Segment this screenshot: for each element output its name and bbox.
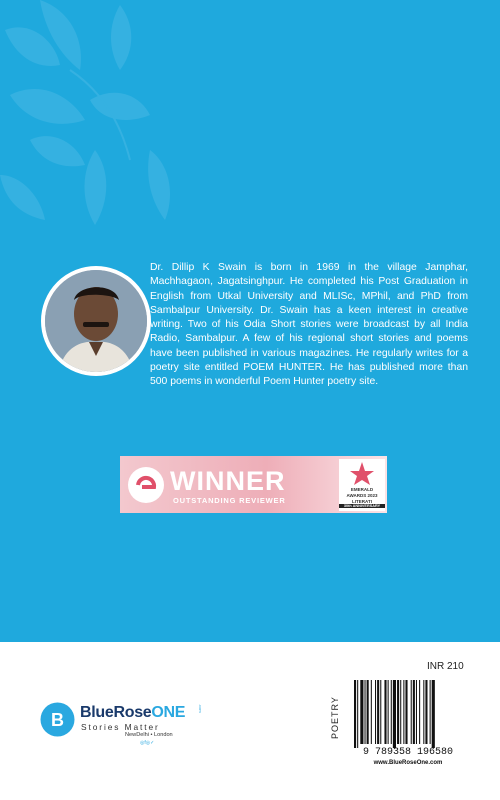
publisher-name: BlueRoseONE bbox=[80, 704, 186, 721]
publisher-domain: .com bbox=[198, 704, 203, 713]
e-logo-icon bbox=[127, 466, 165, 504]
publisher-website: www.BlueRoseOne.com bbox=[373, 760, 443, 766]
publisher-tagline: Stories Matter bbox=[81, 722, 160, 732]
award-subtitle: OUTSTANDING REVIEWER bbox=[173, 496, 286, 505]
award-title: WINNER bbox=[170, 466, 286, 496]
price-label: INR 210 bbox=[427, 661, 464, 672]
award-banner bbox=[120, 456, 387, 513]
badge-line-1: EMERALD bbox=[350, 487, 374, 492]
badge-line-2: AWARDS 2023 bbox=[346, 493, 378, 498]
leaf-branch-decoration bbox=[0, 0, 200, 250]
star-icon bbox=[349, 461, 375, 487]
bluerose-logo-icon bbox=[40, 702, 75, 737]
genre-label: POETRY bbox=[330, 696, 340, 740]
social-icons: ◎f◎✓ bbox=[140, 740, 155, 746]
svg-text:B: B bbox=[51, 710, 64, 730]
badge-line-3: LITERATI bbox=[352, 499, 372, 504]
publisher-logo bbox=[40, 700, 250, 750]
badge-line-4: 30th ANNIVERSARY bbox=[339, 504, 385, 508]
isbn-number: 9 789358 196580 bbox=[362, 747, 453, 758]
author-photo bbox=[41, 266, 151, 376]
publisher-cities: NewDelhi • London bbox=[125, 732, 173, 738]
author-bio: Dr. Dillip K Swain is born in 1969 in the village Jamphar, Machhagaon, Jagatsinghpur. He completed his Post Graduation in English from Utkal University and MLISc, MPhil, and PhD from Sambalpur University. Dr. Swain has a keen interest in creative writing. Two of his Odia Short stories were broadcast by all India Radio, Sambalpur. A few of his regional short stories and poems have been published in various magazines. He regularly writes for a poetry site entitled POEM HUNTER. He has published more than 500 poems in wonderful Poem Hunter poetry site. bbox=[150, 262, 468, 388]
emerald-award-badge bbox=[339, 459, 385, 511]
